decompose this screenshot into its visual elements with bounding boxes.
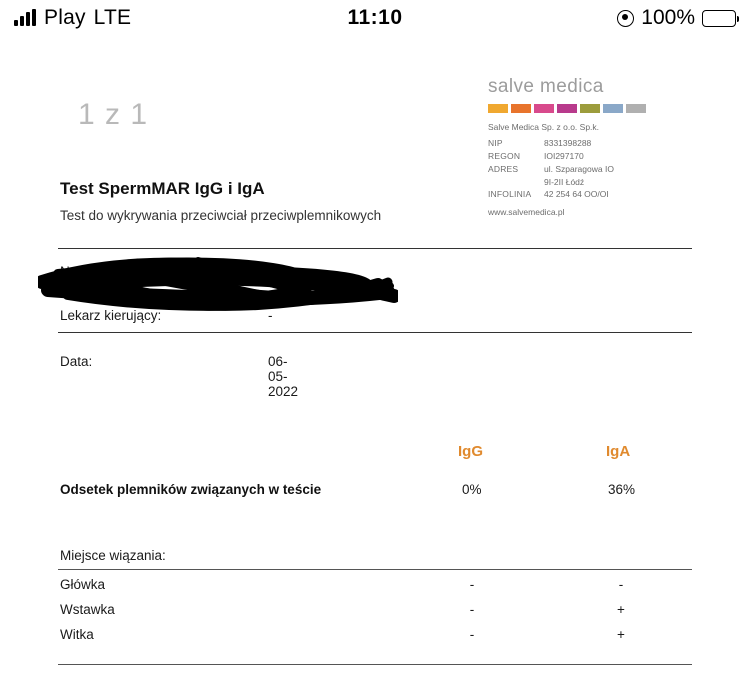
patient-pesel-field (60, 286, 210, 301)
divider-binding-top (58, 569, 692, 570)
report-title: Test SpermMAR IgG i IgA (60, 179, 265, 198)
divider-binding-bottom (58, 664, 692, 665)
clinic-detail-row (488, 150, 678, 163)
clinic-detail-row (488, 188, 678, 201)
clinic-detail-label (488, 176, 544, 189)
brand-swatches (488, 104, 678, 113)
status-bar-right (617, 6, 736, 30)
clinic-detail-value: 42 254 64 OO/OI (544, 189, 609, 200)
focus-mode-icon (617, 10, 634, 27)
referring-doctor-value: - (268, 308, 273, 323)
report-subtitle: Test do wykrywania przeciwciał przeciwplemnikowych (60, 208, 382, 223)
clinic-company-name: Salve Medica Sp. z o.o. Sp.k. (488, 122, 600, 132)
clinic-detail-label: ADRES (488, 163, 519, 174)
binding-row-iga-value: + (617, 602, 625, 617)
clinic-detail-value: ul. Szparagowa IO (544, 163, 614, 174)
binding-row-igg-value: - (469, 627, 475, 642)
page-counter: 1 z 1 (78, 98, 149, 131)
document-page[interactable] (0, 36, 750, 677)
clinic-detail-row (488, 163, 678, 176)
referring-doctor-label: Lekarz kierujący: (60, 308, 162, 323)
clinic-detail-label: NIP (488, 138, 503, 149)
carrier-label: Play (44, 6, 86, 29)
status-bar (0, 0, 750, 36)
clinic-website: www.salvemedica.pl (488, 207, 565, 218)
main-result-igg-value: 0% (462, 482, 482, 497)
column-header-igg: IgG (458, 443, 483, 460)
clinic-logo: salve medica (488, 76, 604, 97)
patient-pesel-label: Pesel: (60, 286, 98, 301)
patient-name-label: Nazwisko: (60, 264, 122, 279)
clinic-letterhead (488, 76, 678, 217)
clinic-detail-value: IOI297170 (544, 151, 584, 162)
binding-row-iga-value: + (617, 627, 625, 642)
binding-site-title: Miejsce wiązania: (60, 548, 166, 563)
report-date-field (60, 354, 299, 399)
main-result-iga-value: 36% (608, 482, 636, 497)
status-bar-clock: 11:10 (347, 6, 403, 29)
clinic-detail-row (488, 176, 678, 189)
binding-row-igg-value: - (469, 602, 475, 617)
divider-patient (58, 332, 692, 333)
clinic-detail-row (488, 137, 678, 150)
redaction-scribble (38, 250, 398, 316)
report-date-value: 06-05-2022 (268, 354, 299, 399)
referring-doctor-field (60, 308, 273, 323)
binding-row-label: Główka (60, 577, 106, 592)
cellular-signal-icon (14, 10, 36, 26)
clinic-detail-label: REGON (488, 151, 521, 162)
clinic-detail-label: INFOLINIA (488, 189, 532, 200)
binding-row-igg-value: - (469, 577, 475, 592)
clinic-details (488, 137, 678, 201)
status-bar-left (14, 6, 131, 30)
network-type-label: LTE (93, 6, 132, 29)
column-header-iga: IgA (606, 443, 631, 460)
patient-name-field (60, 264, 210, 279)
binding-row-label: Wstawka (60, 602, 115, 617)
report-date-label: Data: (60, 354, 93, 369)
battery-full-icon (702, 10, 736, 27)
clinic-detail-value: 9I-2II Łódź (544, 176, 585, 187)
binding-row-label: Witka (60, 627, 94, 642)
divider-top (58, 248, 692, 249)
binding-row-iga-value: - (618, 577, 624, 592)
main-result-label: Odsetek plemników związanych w teście (60, 482, 322, 497)
clinic-detail-value: 8331398288 (544, 138, 592, 149)
battery-percent-label: 100% (641, 6, 695, 29)
